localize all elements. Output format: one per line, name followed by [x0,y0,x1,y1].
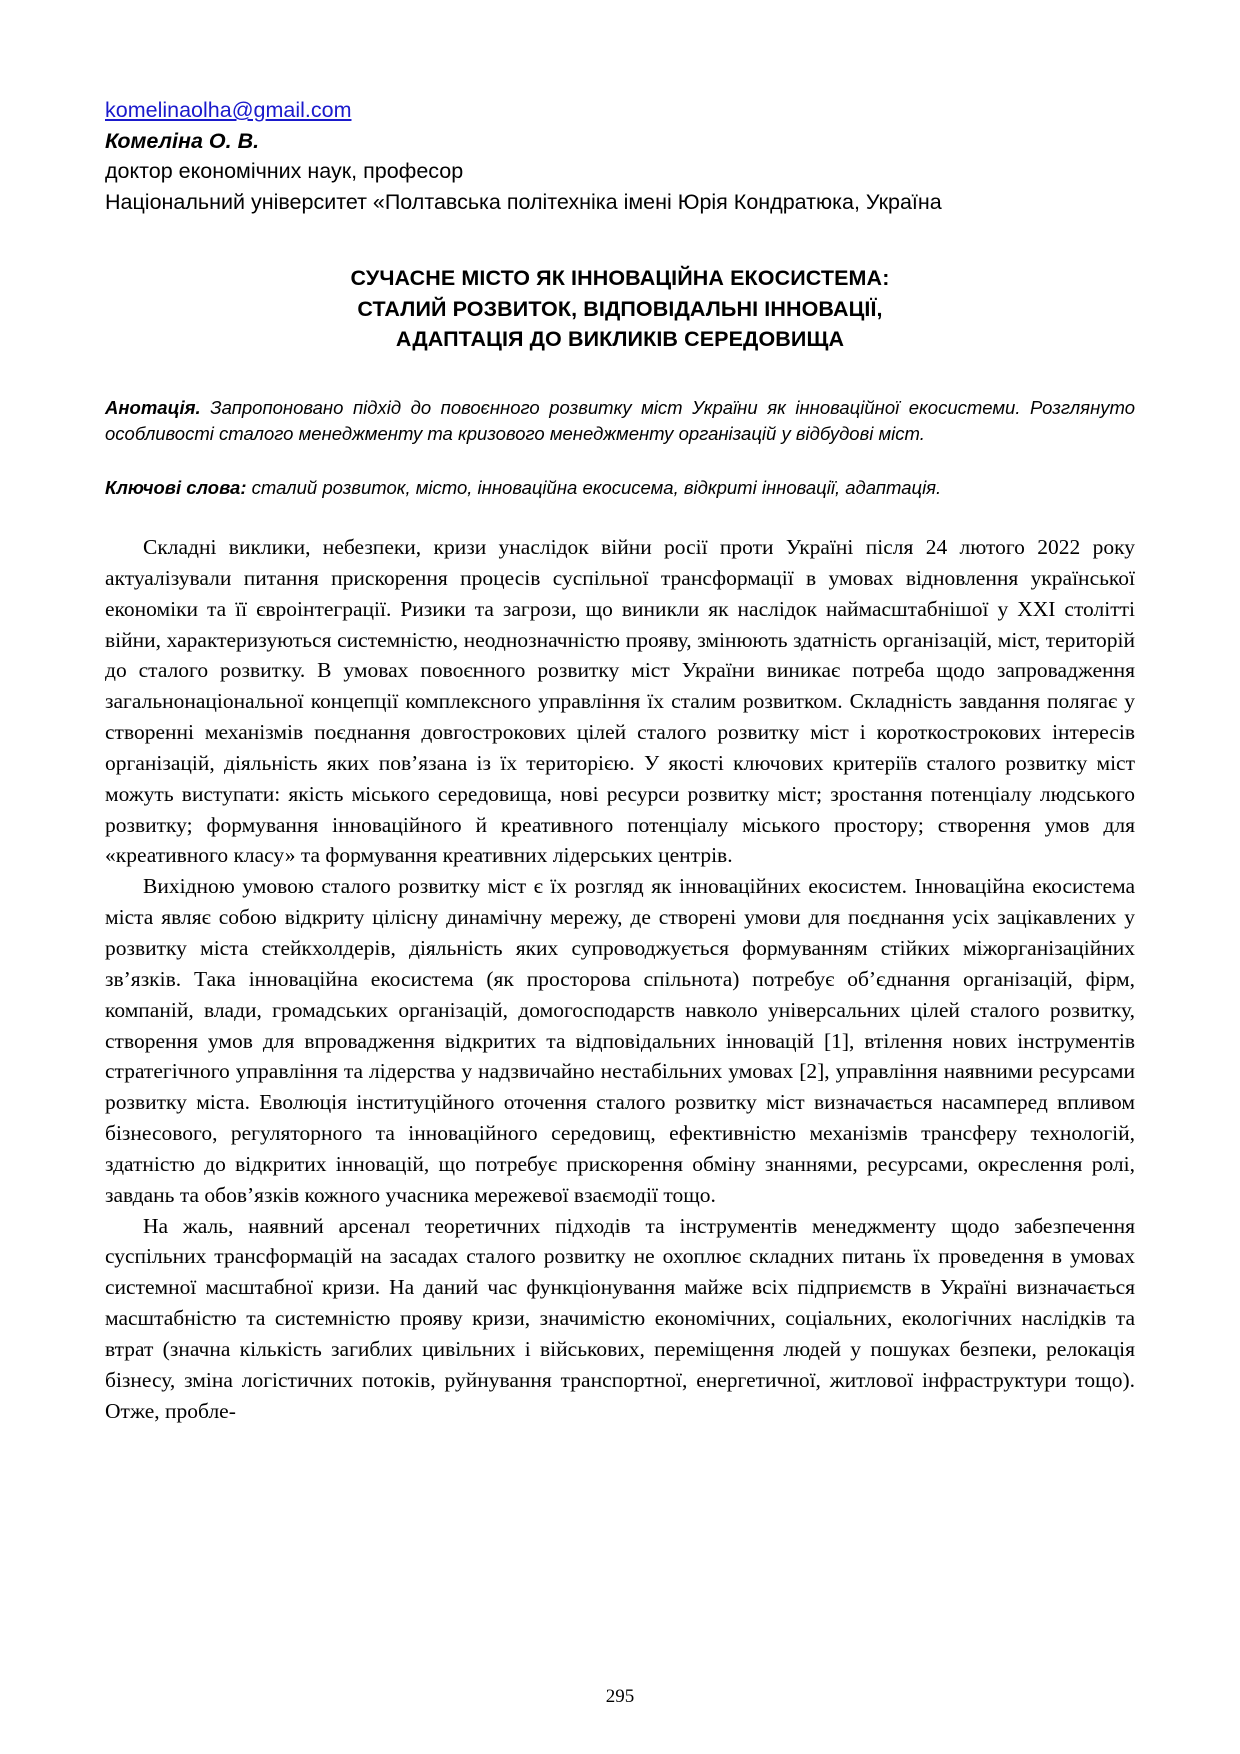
page-number: 295 [605,1686,635,1707]
keywords-text: сталий розвиток, місто, інноваційна екосисема, відкриті інновації, адаптація. [246,477,942,499]
abstract-section [105,395,1135,449]
abstract-label: Анотація. [105,396,201,418]
paper-title [105,263,1135,355]
abstract-text: Запропоновано підхід до повоєнного розвитку міст України як інноваційної екосистеми. Розглянуто особливості сталого менеджменту та кризового менеджменту організацій у відбудові міст. [105,396,1135,445]
author-affiliation: Національний університет «Полтавська політехніка імені Юрія Кондратюка, Україна [105,189,942,214]
paper-title-line-3: АДАПТАЦІЯ ДО ВИКЛИКІВ СЕРЕДОВИЩА [395,327,845,352]
paper-title-line-2: СТАЛИЙ РОЗВИТОК, ВІДПОВІДАЛЬНІ ІННОВАЦІЇ, [357,296,883,321]
keywords-label: Ключові слова: [105,477,247,499]
author-email-link[interactable]: komelinaolha@gmail.com [105,98,352,122]
author-name: Комеліна О. В. [105,128,260,153]
email-line [105,95,1135,126]
body-text [105,532,1135,1426]
author-header [105,95,1135,217]
author-degree: доктор економічних наук, професор [105,159,464,184]
paper-title-line-1: СУЧАСНЕ МІСТО ЯК ІННОВАЦІЙНА ЕКОСИСТЕМА: [350,266,890,291]
body-paragraph-3: На жаль, наявний арсенал теоретичних підходів та інструментів менеджменту щодо забезпечення суспільних трансформацій на засадах сталого розвитку не охоплює складних питань їх проведення в умовах системної масштабної кризи. На даний час функціонування майже всіх підприємств в Україні визначається масштабністю та системністю прояву кризи, значимістю економічних, соціальних, екологічних наслідків та втрат (значна кількість загиблих цивільних і військових, переміщення людей у пошуках безпеки, релокація бізнесу, зміна логістичних потоків, руйнування транспортної, енергетичної, житлової інфраструктури тощо). Отже, пробле- [105,1213,1135,1423]
body-paragraph-2: Вихідною умовою сталого розвитку міст є їх розгляд як інноваційних екосистем. Інноваційна екосистема міста являє собою відкриту цілісну динамічну мережу, де створені умови для поєднання усіх зацікавлених у розвитку міста стейкхолдерів, діяльність яких супроводжується формуванням стійких міжорганізаційних зв’язків. Така інноваційна екосистема (як просторова спільнота) потребує об’єднання організацій, фірм, компаній, влади, громадських організацій, домогосподарств навколо універсальних цілей сталого розвитку, створення умов для впровадження відкритих та відповідальних інновацій [1], втілення нових інструментів стратегічного управління та лідерства у надзвичайно нестабільних умовах [2], управління наявними ресурсами розвитку міста. Еволюція інституційного оточення сталого розвитку міст визначається насамперед впливом бізнесового, регуляторного та інноваційного середовищ, ефективністю механізмів трансферу технологій, здатністю до відкритих інновацій, що потребує прискорення обміну знаннями, ресурсами, окреслення ролі, завдань та обов’язків кожного учасника мережевої взаємодії тощо. [105,874,1135,1207]
body-paragraph-1: Складні виклики, небезпеки, кризи унаслідок війни росії проти Україні після 24 лютого 2022 року актуалізували питання прискорення процесів суспільної трансформації в умовах відновлення української економіки та її євроінтеграції. Ризики та загрози, що виникли як наслідок наймасштабнішої у XXI столітті війни, характеризуються системністю, неоднозначністю прояву, змінюють здатність організацій, міст, територій до сталого розвитку. В умовах повоєнного розвитку міст України виникає потреба щодо запровадження загальнонаціональної концепції комплексного управління їх сталим розвитком. Складність завдання полягає у створенні механізмів поєднання довгострокових цілей сталого розвитку міст і короткострокових інтересів організацій, діяльність яких пов’язана із їх територією. У якості ключових критеріїв сталого розвитку міст можуть виступати: якість міського середовища, нові ресурси розвитку міст; зростання потенціалу людського розвитку; формування інноваційного й креативного потенціалу міського простору; створення умов для «креативного класу» та формування креативних лідерських центрів. [105,535,1135,868]
keywords-section [105,475,1135,502]
